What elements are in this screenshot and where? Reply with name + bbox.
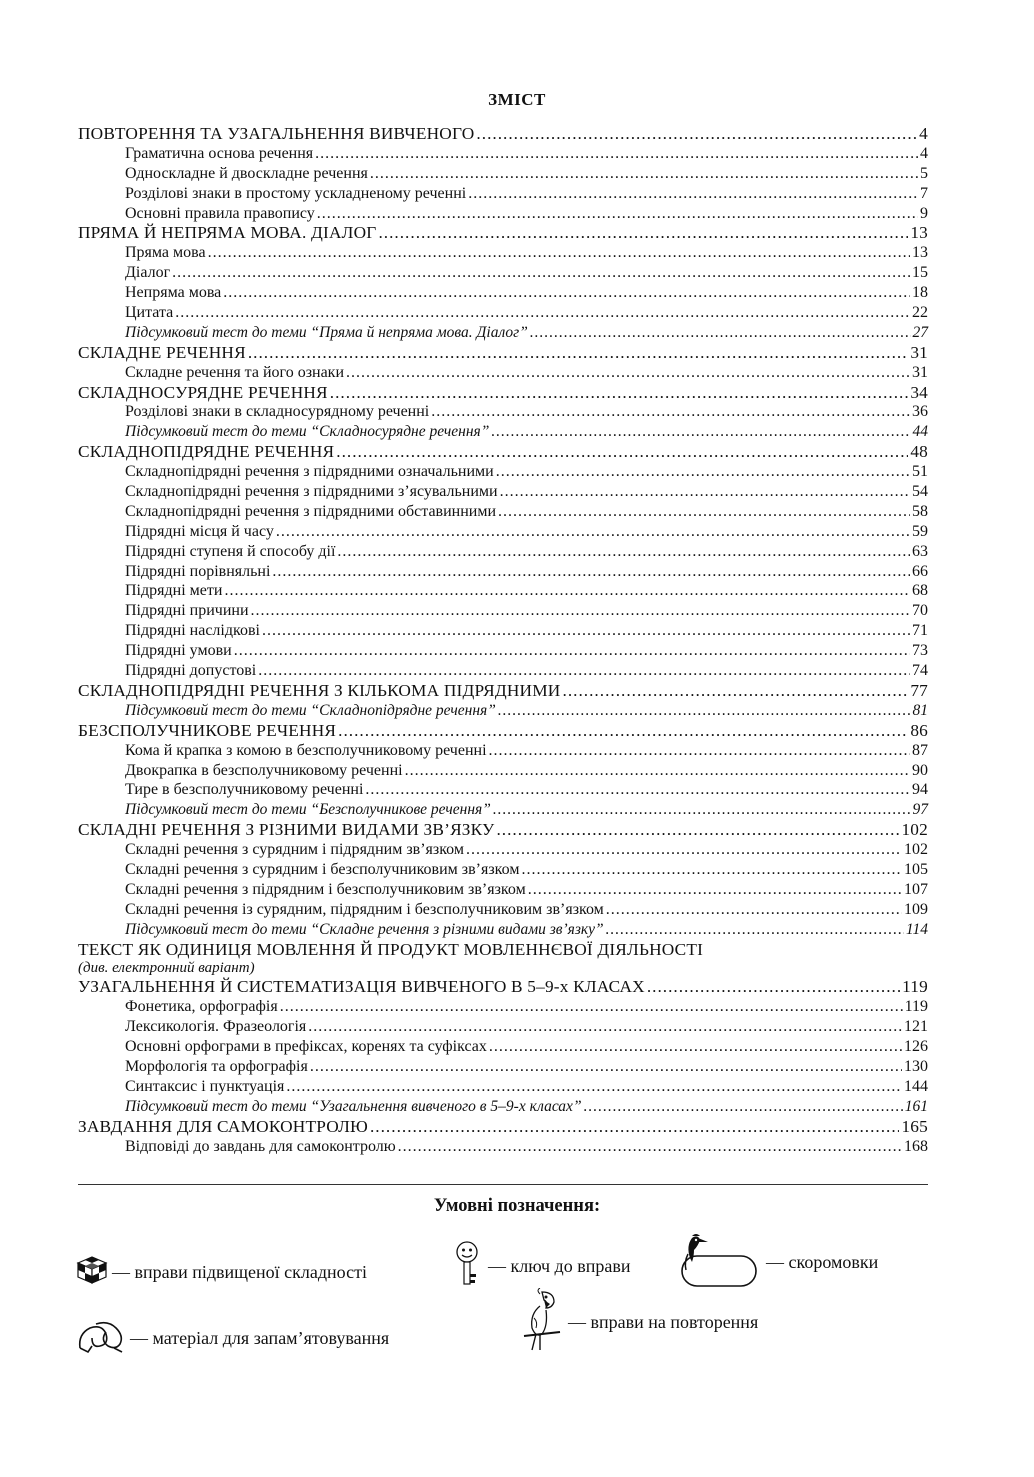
toc-entry-title: ПРЯМА Й НЕПРЯМА МОВА. ДІАЛОГ	[78, 223, 377, 243]
toc-entry-page: 168	[904, 1137, 928, 1155]
toc-entry-title: Основні правила правопису	[125, 204, 315, 222]
toc-entry-title: СКЛАДНІ РЕЧЕННЯ З РІЗНИМИ ВИДАМИ ЗВ’ЯЗКУ	[78, 820, 495, 840]
toc-entry	[78, 860, 928, 880]
toc-entry-page: 5	[920, 164, 928, 182]
toc-entry-title: Цитата	[125, 304, 174, 322]
toc-leader-dots	[606, 900, 902, 920]
toc-entry	[78, 820, 928, 840]
toc-entry	[78, 223, 928, 243]
toc-leader-dots	[498, 701, 911, 721]
toc-entry-title: Підсумковий тест до теми “Складнопідрядне речення”	[125, 701, 496, 719]
toc-entry-page: 144	[904, 1077, 928, 1095]
toc-leader-dots	[276, 522, 910, 542]
legend-title: Умовні позначення:	[433, 1196, 601, 1216]
toc-leader-dots	[489, 741, 910, 761]
toc-entry-title: Підрядні допустові	[125, 662, 257, 680]
toc-entry-title: Розділові знаки в простому ускладненому реченні	[125, 184, 467, 202]
toc-entry	[78, 1037, 928, 1057]
toc-leader-dots	[405, 761, 910, 781]
toc-leader-dots	[315, 144, 918, 164]
toc-entry-page: 54	[912, 483, 928, 501]
toc-entry	[78, 383, 928, 403]
knot-icon	[76, 1318, 126, 1359]
toc-entry	[78, 940, 928, 960]
toc-entry-page: 4	[920, 144, 928, 162]
toc-entry-title: Складнопідрядні речення з підрядними означальними	[125, 463, 494, 481]
toc-leader-dots	[308, 1017, 902, 1037]
toc-entry-title: Складні речення з сурядним і безсполучниковим зв’язком	[125, 860, 520, 878]
legend-item-knot	[76, 1318, 389, 1359]
toc-entry	[78, 303, 928, 323]
toc-leader-dots	[476, 124, 917, 144]
toc-entry-title: ТЕКСТ ЯК ОДИНИЦЯ МОВЛЕННЯ Й ПРОДУКТ МОВЛЕННЄВОЇ ДІЯЛЬНОСТІ	[78, 939, 704, 959]
toc-entry-page: 4	[919, 124, 928, 143]
legend-item-parrot	[520, 1288, 758, 1357]
legend-item-key	[452, 1240, 630, 1293]
toc-entry	[78, 880, 928, 900]
legend-text-parrot: — вправи на повторення	[568, 1312, 759, 1332]
toc-leader-dots	[248, 343, 908, 363]
toc-leader-dots	[365, 780, 910, 800]
toc-leader-dots	[172, 263, 910, 283]
toc-leader-dots	[378, 223, 908, 243]
toc-entry-page: 13	[912, 244, 928, 262]
toc-leader-dots	[496, 820, 899, 840]
toc-entry	[78, 402, 928, 422]
toc-entry-title: Підрядні причини	[125, 602, 249, 620]
legend-text-cube: — вправи підвищеної складності	[112, 1262, 367, 1282]
toc-entry-page: 81	[912, 701, 928, 719]
toc-entry-page: 48	[910, 442, 928, 462]
toc-leader-dots	[466, 840, 902, 860]
toc-leader-dots	[468, 184, 918, 204]
woodpecker-icon	[676, 1232, 760, 1293]
toc-entry-page: 22	[912, 304, 928, 322]
toc-entry-page: 121	[904, 1018, 928, 1036]
toc-leader-dots	[370, 1117, 900, 1137]
toc-entry	[78, 422, 928, 442]
toc-entry-title: ПОВТОРЕННЯ ТА УЗАГАЛЬНЕННЯ ВИВЧЕНОГО	[78, 124, 475, 143]
toc-entry	[78, 522, 928, 542]
toc-entry-title: Підсумковий тест до теми “Пряма й непряма мова. Діалог”	[125, 323, 528, 341]
toc-entry	[78, 462, 928, 482]
toc-leader-dots	[336, 442, 908, 462]
toc-leader-dots	[251, 601, 910, 621]
toc-leader-dots	[606, 920, 904, 940]
toc-entry-title: Складнопідрядні речення з підрядними з’ясувальними	[125, 483, 498, 501]
toc-entry-page: 107	[904, 880, 928, 898]
toc-entry-page: 51	[912, 463, 928, 481]
toc-entry-title: Двокрапка в безсполучниковому реченні	[125, 761, 403, 779]
toc-entry	[78, 601, 928, 621]
toc-entry	[78, 840, 928, 860]
toc-entry-title: Складне речення та його ознаки	[125, 363, 345, 381]
divider	[78, 1184, 928, 1185]
toc-leader-dots	[500, 482, 910, 502]
toc-entry-title: Розділові знаки в складносурядному реченні	[125, 403, 430, 421]
toc-leader-dots	[431, 402, 910, 422]
toc-entry	[78, 542, 928, 562]
toc-entry-title: УЗАГАЛЬНЕННЯ Й СИСТЕМАТИЗАЦІЯ ВИВЧЕНОГО В 5–9-х КЛАСАХ	[78, 977, 645, 997]
toc-entry-page: 9	[920, 204, 928, 222]
toc-leader-dots	[346, 363, 910, 383]
toc-entry-page: 73	[912, 642, 928, 660]
toc-entry-title: (див. електронний варіант)	[78, 960, 255, 977]
legend-item-woodpecker	[676, 1232, 878, 1293]
toc-leader-dots	[528, 880, 902, 900]
toc-entry-page: 114	[905, 920, 928, 938]
toc-leader-dots	[330, 383, 909, 403]
toc-leader-dots	[262, 621, 910, 641]
toc-leader-dots	[208, 243, 910, 263]
toc-entry	[78, 641, 928, 661]
toc-entry-page: 165	[901, 1116, 928, 1136]
toc-entry	[78, 1057, 928, 1077]
toc-entry-page: 68	[912, 582, 928, 600]
cube-icon	[76, 1255, 108, 1290]
toc-entry	[78, 482, 928, 502]
toc-entry-title: Підрядні місця й часу	[125, 522, 274, 540]
toc-entry-page: 44	[912, 423, 928, 441]
toc-leader-dots	[286, 1077, 902, 1097]
toc-entry-title: Складні речення з сурядним і підрядним зв’язком	[125, 841, 464, 859]
toc-leader-dots	[498, 502, 910, 522]
toc-entry	[78, 721, 928, 741]
toc-entry-page: 119	[904, 998, 928, 1016]
toc-entry	[78, 124, 928, 144]
toc-leader-dots	[337, 542, 910, 562]
toc-entry-title: Підсумковий тест до теми “Безсполучникове речення”	[125, 801, 491, 819]
toc-entry-page: 13	[910, 223, 928, 243]
toc-entry-page: 27	[912, 323, 928, 341]
toc-entry-title: БЕЗСПОЛУЧНИКОВЕ РЕЧЕННЯ	[78, 720, 337, 740]
toc-entry-title: Підсумковий тест до теми “Складносурядне речення”	[125, 423, 490, 441]
legend-item-cube	[76, 1255, 367, 1290]
toc-leader-dots	[491, 422, 910, 442]
toc-entry-page: 15	[912, 264, 928, 282]
toc-entry	[78, 502, 928, 522]
toc-entry-page: 71	[912, 622, 928, 640]
toc-entry-page: 7	[920, 184, 928, 202]
toc-entry	[78, 959, 928, 977]
toc-entry	[78, 977, 928, 997]
toc-entry	[78, 621, 928, 641]
legend-text-woodpecker: — скоромовки	[766, 1252, 879, 1272]
toc-leader-dots	[563, 681, 909, 701]
toc-entry	[78, 1017, 928, 1037]
toc-entry	[78, 581, 928, 601]
toc-leader-dots	[584, 1097, 903, 1117]
toc-entry	[78, 997, 928, 1017]
toc-entry-page: 90	[912, 761, 928, 779]
toc-entry-title: Складні речення із сурядним, підрядним і безсполучниковим зв’язком	[125, 900, 604, 918]
toc-entry-page: 31	[910, 342, 928, 362]
toc-leader-dots	[258, 661, 910, 681]
toc-entry-page: 130	[904, 1057, 928, 1075]
toc-entry	[78, 661, 928, 681]
toc-entry-title: Пряма мова	[125, 244, 206, 262]
toc-entry-title: Підрядні порівняльні	[125, 562, 271, 580]
toc-entry-title: Морфологія та орфографія	[125, 1057, 308, 1075]
toc-entry-title: Підрядні мети	[125, 582, 223, 600]
toc-leader-dots	[224, 581, 910, 601]
toc-entry-page: 102	[904, 841, 928, 859]
toc-entry	[78, 1077, 928, 1097]
toc-entry-title: СКЛАДНОПІДРЯДНЕ РЕЧЕННЯ	[78, 442, 335, 462]
toc-entry	[78, 920, 928, 940]
key-icon	[452, 1240, 482, 1293]
table-of-contents	[78, 124, 928, 1156]
toc-entry-page: 77	[910, 680, 928, 700]
toc-entry	[78, 442, 928, 462]
toc-leader-dots	[223, 283, 910, 303]
toc-entry-page: 105	[904, 860, 928, 878]
legend-text-key: — ключ до вправи	[488, 1256, 631, 1276]
toc-entry-page: 31	[912, 363, 928, 381]
toc-entry-page: 119	[902, 977, 928, 997]
toc-leader-dots	[493, 800, 911, 820]
toc-entry-title: Підсумковий тест до теми “Узагальнення вивченого в 5–9-х класах”	[125, 1097, 582, 1115]
toc-entry-title: Підрядні умови	[125, 642, 232, 660]
toc-leader-dots	[647, 977, 900, 997]
toc-leader-dots	[175, 303, 910, 323]
toc-entry	[78, 323, 928, 343]
toc-entry-page: 70	[912, 602, 928, 620]
toc-leader-dots	[489, 1037, 902, 1057]
parrot-icon	[520, 1288, 564, 1357]
toc-entry	[78, 184, 928, 204]
toc-entry-title: Фонетика, орфографія	[125, 998, 278, 1016]
toc-entry	[78, 283, 928, 303]
toc-entry	[78, 1117, 928, 1137]
toc-leader-dots	[310, 1057, 902, 1077]
toc-entry-page: 87	[912, 741, 928, 759]
toc-entry-title: Складнопідрядні речення з підрядними обставинними	[125, 502, 497, 520]
toc-entry	[78, 1097, 928, 1117]
toc-leader-dots	[496, 462, 910, 482]
toc-entry-page: 66	[912, 562, 928, 580]
toc-entry	[78, 900, 928, 920]
toc-entry-title: Односкладне й двоскладне речення	[125, 164, 368, 182]
toc-entry-page: 97	[912, 801, 928, 819]
page-title: ЗМІСТ	[488, 90, 546, 109]
toc-entry	[78, 243, 928, 263]
toc-entry-page: 86	[910, 720, 928, 740]
legend-text-knot: — матеріал для запам’ятовування	[130, 1328, 390, 1348]
toc-entry-page: 161	[904, 1097, 928, 1115]
toc-entry-title: СКЛАДНЕ РЕЧЕННЯ	[78, 342, 246, 362]
toc-leader-dots	[370, 164, 918, 184]
toc-entry	[78, 363, 928, 383]
toc-leader-dots	[398, 1137, 902, 1157]
toc-entry-title: СКЛАДНОПІДРЯДНІ РЕЧЕННЯ З КІЛЬКОМА ПІДРЯДНИМИ	[78, 680, 561, 700]
toc-entry	[78, 761, 928, 781]
toc-entry	[78, 681, 928, 701]
toc-entry-page: 126	[904, 1038, 928, 1056]
toc-entry	[78, 701, 928, 721]
toc-entry-title: Підсумковий тест до теми “Складне речення з різними видами зв’язку”	[125, 920, 604, 938]
toc-entry	[78, 780, 928, 800]
toc-entry-title: Граматична основа речення	[125, 144, 314, 162]
toc-leader-dots	[272, 562, 910, 582]
toc-leader-dots	[521, 860, 902, 880]
toc-entry	[78, 562, 928, 582]
toc-entry-title: Підрядні ступеня й способу дії	[125, 542, 336, 560]
toc-entry-title: Тире в безсполучниковому реченні	[125, 781, 364, 799]
toc-entry	[78, 263, 928, 283]
toc-entry	[78, 164, 928, 184]
toc-entry-page: 74	[912, 662, 928, 680]
toc-entry	[78, 741, 928, 761]
toc-entry	[78, 800, 928, 820]
toc-leader-dots	[338, 721, 908, 741]
toc-entry-title: СКЛАДНОСУРЯДНЕ РЕЧЕННЯ	[78, 382, 328, 402]
toc-entry-title: Підрядні наслідкові	[125, 622, 260, 640]
toc-entry-page: 109	[904, 900, 928, 918]
toc-entry-page: 18	[912, 284, 928, 302]
toc-entry-page: 94	[912, 781, 928, 799]
toc-entry	[78, 204, 928, 224]
toc-entry	[78, 144, 928, 164]
toc-leader-dots	[280, 997, 903, 1017]
toc-entry-page: 58	[912, 502, 928, 520]
toc-entry-title: Синтаксис і пунктуація	[125, 1077, 285, 1095]
toc-entry-page: 59	[912, 522, 928, 540]
toc-entry-title: Відповіді до завдань для самоконтролю	[125, 1137, 396, 1155]
toc-entry	[78, 343, 928, 363]
toc-entry-title: ЗАВДАННЯ ДЛЯ САМОКОНТРОЛЮ	[78, 1116, 368, 1136]
toc-leader-dots	[317, 204, 918, 224]
toc-entry-title: Непряма мова	[125, 284, 222, 302]
toc-entry	[78, 1137, 928, 1157]
toc-leader-dots	[234, 641, 910, 661]
toc-entry-title: Кома й крапка з комою в безсполучниковому реченні	[125, 741, 487, 759]
toc-entry-page: 34	[910, 382, 928, 402]
toc-entry-page: 102	[901, 820, 928, 840]
toc-entry-page: 63	[912, 542, 928, 560]
toc-entry-title: Діалог	[125, 264, 171, 282]
toc-entry-title: Складні речення з підрядним і безсполучниковим зв’язком	[125, 880, 526, 898]
toc-entry-page: 36	[912, 403, 928, 421]
toc-entry-title: Лексикологія. Фразеологія	[125, 1018, 307, 1036]
toc-entry-title: Основні орфограми в префіксах, коренях та суфіксах	[125, 1038, 487, 1056]
toc-leader-dots	[530, 323, 911, 343]
